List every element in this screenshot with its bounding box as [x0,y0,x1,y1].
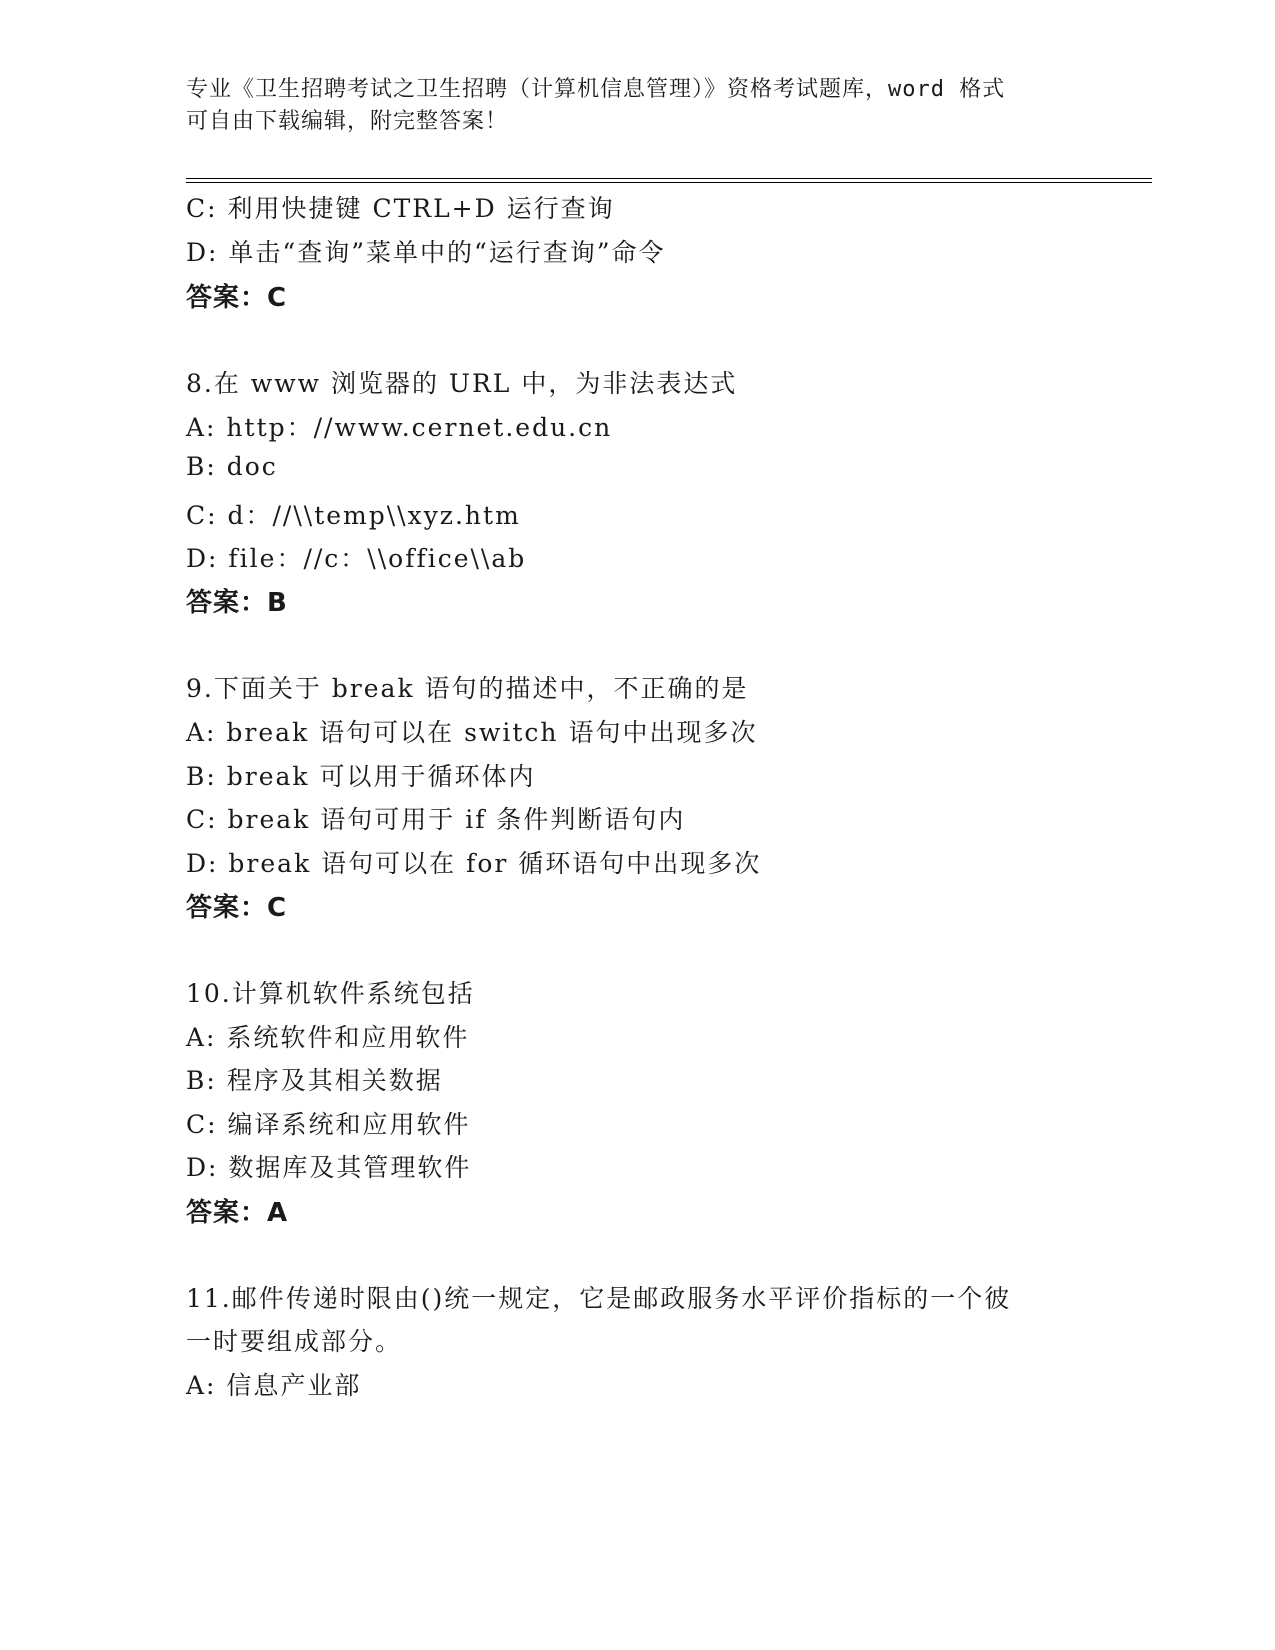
header-line-2: 可自由下载编辑，附完整答案！ [186,109,509,134]
option-a: A: break 语句可以在 switch 语句中出现多次 [186,718,758,747]
header-line-1: 专业《卫生招聘考试之卫生招聘（计算机信息管理）》资格考试题库，word 格式 [186,77,1006,102]
option-a: A: http：//www.cernet.edu.cn [186,413,613,442]
question-stem: 9.下面关于 break 语句的描述中，不正确的是 [186,674,749,703]
option-d: D: file：//c：\\office\\ab [186,544,527,573]
question-stem-line-1: 11.邮件传递时限由()统一规定，它是邮政服务水平评价指标的一个彼 [186,1284,1012,1313]
question-stem-line-2: 一时要组成部分。 [186,1327,403,1356]
answer-label: 答案：A [186,1198,289,1228]
option-b: B: break 可以用于循环体内 [186,762,536,791]
header-divider-top [186,178,1152,179]
question-stem: 8.在 www 浏览器的 URL 中，为非法表达式 [186,369,738,398]
answer-label: 答案：C [186,893,288,923]
option-a: A: 系统软件和应用软件 [186,1023,470,1052]
header-divider-bottom [186,182,1152,183]
answer-label: 答案：C [186,283,288,313]
option-d: D: 单击“查询”菜单中的“运行查询”命令 [186,238,666,267]
option-a: A: 信息产业部 [186,1371,362,1400]
option-c: C: 利用快捷键 CTRL+D 运行查询 [186,194,615,223]
option-d: D: 数据库及其管理软件 [186,1153,472,1182]
option-c: C: 编译系统和应用软件 [186,1110,471,1139]
document-header [186,74,1066,138]
option-d: D: break 语句可以在 for 循环语句中出现多次 [186,849,762,878]
answer-label: 答案：B [186,588,288,618]
option-c: C: d：//\\temp\\xyz.htm [186,501,521,530]
option-b: B: doc [186,452,278,481]
option-c: C: break 语句可用于 if 条件判断语句内 [186,805,686,834]
option-b: B: 程序及其相关数据 [186,1066,443,1095]
question-stem: 10.计算机软件系统包括 [186,979,475,1008]
